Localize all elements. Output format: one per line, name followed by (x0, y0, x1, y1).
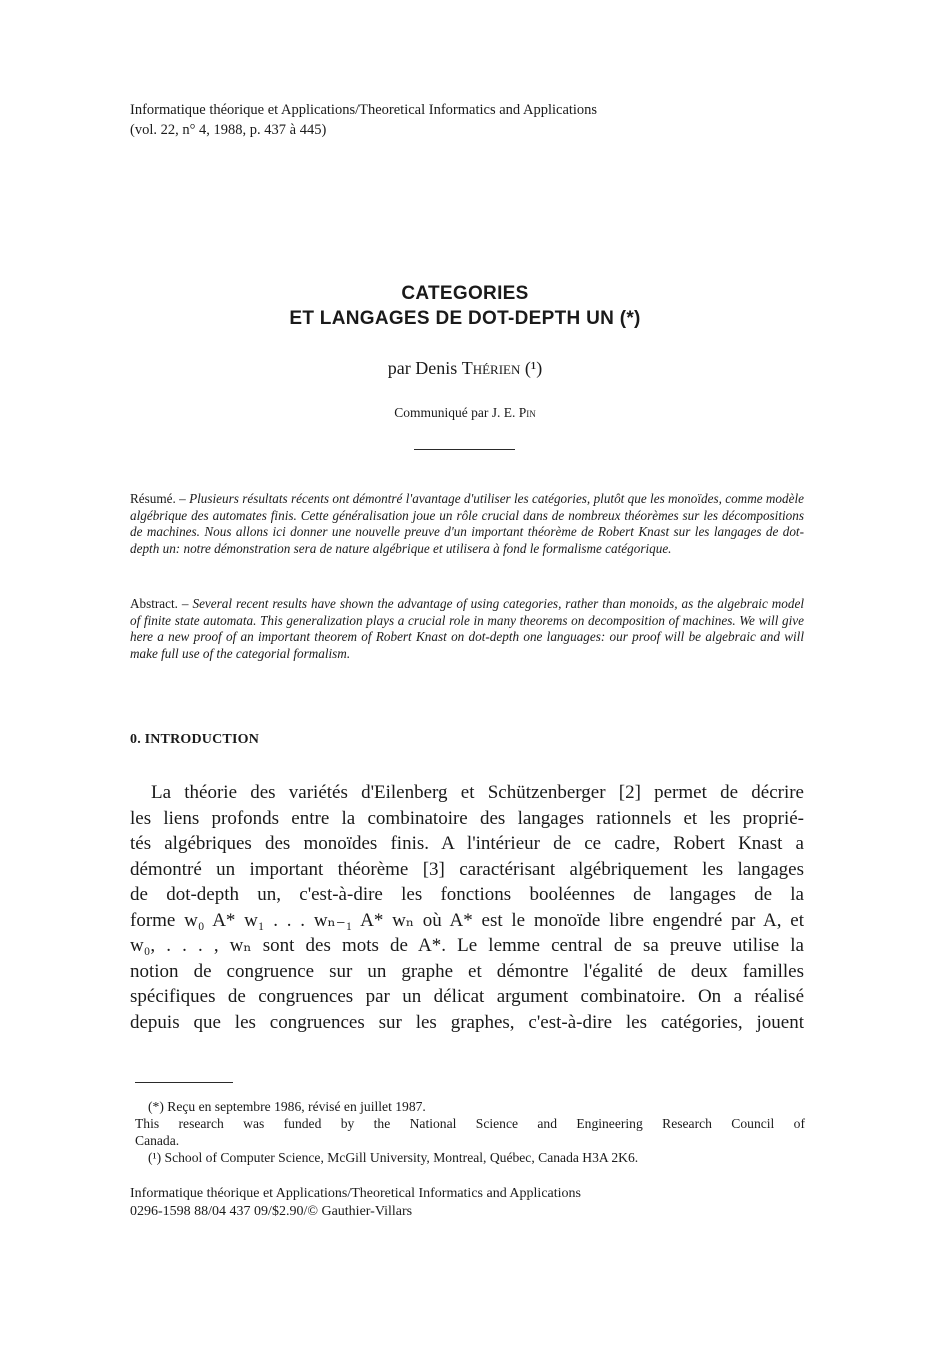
communicated-by (0, 404, 930, 422)
footnote-received: (*) Reçu en septembre 1986, révisé en juillet 1987. (148, 1099, 426, 1114)
journal-name: Informatique théorique et Applications/Theoretical Informatics and Applications (130, 102, 598, 118)
abstract-french-label: Résumé. – (130, 491, 186, 506)
footnote-affiliation: (¹) School of Computer Science, McGill University, Montreal, Québec, Canada H3A 2K6. (148, 1150, 639, 1165)
author-footnote-mark: (¹) (524, 358, 543, 378)
footnotes (135, 1098, 805, 1166)
intro-line: depuis que les congruences sur les graphes, c'est-à-dire les catégories, jouent (130, 1011, 804, 1033)
abstract-english-label: Abstract. – (130, 596, 189, 611)
paper-title (0, 281, 930, 331)
intro-line: les liens profonds entre la combinatoire des langages rationnels et les proprié- (130, 807, 804, 829)
footer-journal-name: Informatique théorique et Applications/Theoretical Informatics and Applications (130, 1186, 581, 1201)
journal-footer (130, 1185, 581, 1220)
intro-line: forme w₀ A* w₁ . . . wₙ₋₁ A* wₙ où A* est le monoïde libre engendré par A, et (130, 909, 804, 931)
footnote-divider (135, 1082, 233, 1083)
abstract-french (130, 491, 804, 557)
intro-line: notion de congruence sur un graphe et démontre l'égalité de deux familles (130, 960, 804, 982)
section-heading: 0. INTRODUCTION (130, 732, 260, 747)
title-line-2: ET LANGAGES DE DOT-DEPTH UN (*) (289, 308, 641, 329)
author-surname: Thérien (461, 358, 521, 378)
introduction-paragraph (130, 780, 804, 1035)
title-divider (414, 449, 515, 450)
title-line-1: CATEGORIES (401, 283, 529, 304)
intro-line: de dot-depth un, c'est-à-dire les fonctions booléennes de langages de la (130, 884, 804, 905)
abstract-english (130, 596, 804, 662)
author-line (0, 356, 930, 380)
footer-issn: 0296-1598 88/04 437 09/$2.90/© Gauthier-Villars (130, 1203, 413, 1219)
intro-line: démontré un important théorème [3] caractérisant algébriquement les langages (130, 858, 804, 880)
intro-line: w₀, . . . , wₙ sont des mots de A*. Le lemme central de sa preuve utilise la (130, 935, 804, 956)
intro-line: tés algébriques des monoïdes finis. A l'intérieur de ce cadre, Robert Knast a (130, 833, 804, 854)
abstract-french-text: Plusieurs résultats récents ont démontré l'avantage d'utiliser les catégories, plutôt que les monoïdes, comme modèle algébrique des automates finis. Cette généralisation joue un rôle crucial dans de nombreux théorèmes sur les décompositions de machines. Nous allons ici donner une nouvelle preuve d'un important théorème de Robert Knast sur les langages de dot-depth un: notre démonstration sera de nature algébrique et utilisera à fond le formalisme catégorique. (130, 491, 804, 556)
abstract-english-text: Several recent results have shown the advantage of using categories, rather than monoids, as the algebraic model of finite state automata. This generalization plays a crucial role in many theorems on decomposition of machines. We will give here a new proof of an important theorem of Robert Knast on dot-depth one languages: our proof will be algebraic and will make full use of the categorial formalism. (130, 596, 804, 661)
communicated-prefix: Communiqué par J. E. (394, 405, 516, 420)
footnote-funding: This research was funded by the National Science and Engineering Research Council of (135, 1116, 805, 1131)
intro-line: La théorie des variétés d'Eilenberg et Schützenberger [2] permet de décrire (151, 782, 804, 803)
footnote-funding-continued: Canada. (135, 1133, 180, 1148)
volume-info: (vol. 22, n° 4, 1988, p. 437 à 445) (130, 122, 327, 138)
journal-header (130, 100, 770, 140)
author-prefix: par Denis (387, 358, 458, 378)
communicated-name: Pin (518, 405, 536, 420)
intro-line: spécifiques de congruences par un délicat argument combinatoire. On a réalisé (130, 986, 804, 1007)
